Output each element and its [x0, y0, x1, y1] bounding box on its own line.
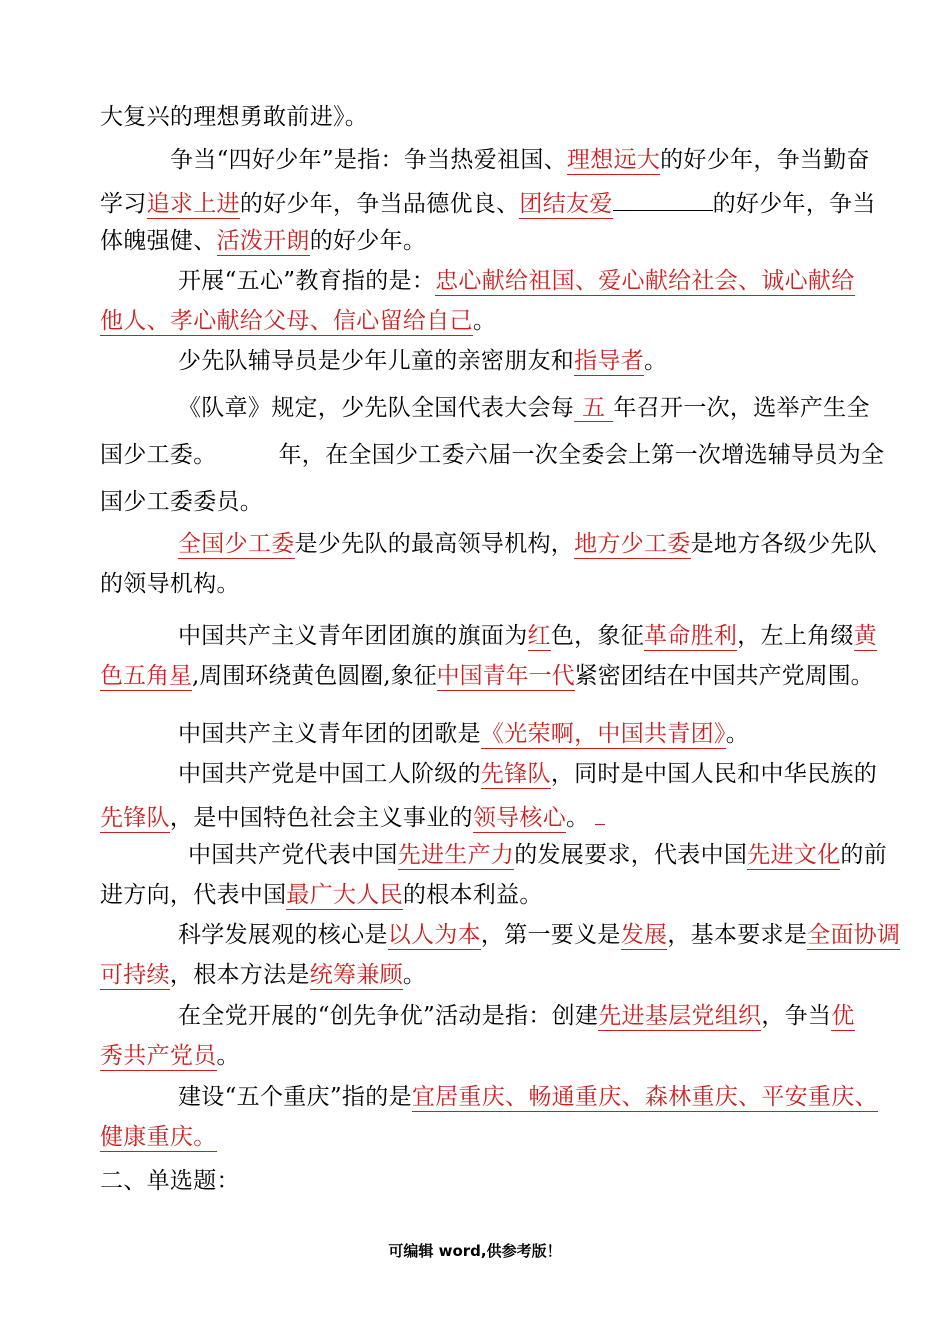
text-line — [100, 799, 605, 833]
answer-text: 活泼开朗 — [216, 228, 310, 254]
answer-text: 五 — [574, 395, 613, 422]
answer-text: 可持续 — [100, 962, 170, 988]
text: 《队章》规定，少先队全国代表大会每 — [178, 395, 575, 421]
text: 的根本利益。 — [402, 882, 543, 908]
text-line — [170, 145, 870, 175]
text: ，争当 — [761, 1003, 832, 1029]
text-line — [100, 487, 263, 517]
answer-text: 革命胜利 — [644, 623, 738, 649]
answer-text: 红 — [527, 623, 551, 649]
answer-text: 最广大人民 — [286, 882, 403, 908]
answer-text: 秀共产党员 — [100, 1043, 217, 1069]
answer-text: 团结友爱 — [519, 191, 613, 217]
answer-text: 黄 — [853, 623, 878, 649]
answer-text: 地方少工委 — [574, 531, 691, 557]
text: 紧密团结在中国共产党周围。 — [574, 663, 874, 689]
text: 。 — [216, 1043, 240, 1069]
text-line — [188, 840, 887, 870]
text-line — [100, 1041, 240, 1071]
answer-text: 他人、孝心献给父母、信心留给自己 — [100, 308, 473, 334]
text: 体魄强健、 — [100, 228, 217, 254]
text-line — [178, 1082, 878, 1112]
text-line — [178, 1001, 855, 1031]
text: ，根本方法是 — [169, 962, 310, 988]
answer-text: 理想远大 — [566, 147, 661, 173]
text: 年，在全国少工委六届一次全委会上第一次增选辅导员为全 — [278, 442, 885, 468]
text: 国少工委。 — [100, 442, 217, 468]
answer-text: 先进基层党组织 — [598, 1003, 762, 1029]
text: 。 — [725, 721, 750, 747]
answer-text: 指导者 — [574, 348, 645, 374]
text-line — [178, 621, 877, 651]
text-line — [178, 759, 877, 789]
answer-text: 色五角星 — [100, 663, 192, 689]
answer-text: 宜居重庆、畅通重庆、森林重庆、平安重庆、 — [411, 1084, 878, 1110]
fill-blank — [595, 799, 605, 825]
answer-text: 《光荣啊，中国共青团》 — [480, 721, 726, 747]
text: 的发展要求，代表中国 — [514, 842, 748, 868]
text: ，同时是中国人民和中华民族的 — [550, 761, 878, 787]
text-line — [100, 569, 240, 599]
text-line — [100, 880, 543, 910]
text: 的好少年，争当品德优良、 — [239, 191, 520, 217]
text: 色，象征 — [550, 623, 645, 649]
text: ,周围环绕黄色圆圈,象征 — [192, 663, 437, 689]
answer-text: 领导核心 — [472, 805, 567, 831]
text: 争当“四好少年”是指：争当热爱祖国、 — [170, 147, 567, 173]
fill-blank — [613, 186, 713, 211]
text-line — [178, 266, 855, 296]
text-line — [178, 719, 749, 749]
text: 。 — [644, 348, 668, 374]
answer-text: 忠心献给祖国、爱心献给社会、诚心献给 — [435, 268, 855, 294]
text-line — [100, 102, 368, 132]
answer-text: 以人为本 — [387, 922, 481, 948]
answer-text: 发展 — [620, 922, 668, 948]
page-footer — [0, 1240, 950, 1261]
answer-text: 统筹兼顾 — [309, 962, 403, 988]
text: 的好少年。 — [309, 228, 427, 254]
text: ，基本要求是 — [667, 922, 808, 948]
answer-text: 优 — [831, 1003, 855, 1029]
text: 。 — [402, 962, 427, 988]
answer-text: 中国青年一代 — [436, 663, 575, 689]
section-heading — [100, 1166, 240, 1196]
text-line — [100, 226, 426, 256]
text: 中国共产党是中国工人阶级的 — [178, 761, 481, 787]
text: ，第一要义是 — [480, 922, 621, 948]
text: 开展“五心”教育指的是： — [178, 268, 436, 294]
answer-text: 追求上进 — [146, 191, 240, 217]
text-line — [100, 440, 884, 470]
answer-text: 先锋队 — [480, 761, 551, 787]
text-line — [100, 960, 426, 990]
text: 的领导机构。 — [100, 571, 240, 597]
text: 学习 — [100, 191, 147, 217]
text-line — [100, 1122, 217, 1152]
text-line — [178, 393, 870, 423]
text: 建设“五个重庆”指的是 — [178, 1084, 412, 1110]
text-line — [178, 529, 877, 559]
text: 的好少年，争当勤奋 — [660, 147, 870, 173]
text: 中国共产主义青年团团旗的旗面为 — [178, 623, 528, 649]
text: 是少先队的最高领导机构， — [294, 531, 575, 557]
text: 在全党开展的“创先争优”活动是指：创建 — [178, 1003, 599, 1029]
text-line — [100, 186, 876, 219]
text: 的前 — [840, 842, 888, 868]
answer-text: 先进文化 — [747, 842, 841, 868]
answer-text: 先锋队 — [100, 805, 170, 831]
text-line — [100, 306, 496, 336]
text: 是地方各级少先队 — [690, 531, 878, 557]
text: 中国共产党代表中国 — [188, 842, 398, 868]
answer-text: 全国少工委 — [178, 531, 295, 557]
text: 少先队辅导员是少年儿童的亲密朋友和 — [178, 348, 575, 374]
text: ，是中国特色社会主义事业的 — [169, 805, 473, 831]
text: 中国共产主义青年团的团歌是 — [178, 721, 481, 747]
text: 的好少年，争当 — [712, 191, 876, 217]
footer-text: 可编辑 word,供参考版！ — [388, 1242, 562, 1260]
text: 。 — [566, 805, 590, 831]
text: 二、单选题： — [100, 1168, 240, 1194]
text: 。 — [472, 308, 497, 334]
text: 国少工委委员。 — [100, 489, 264, 515]
answer-text: 先进生产力 — [397, 842, 515, 868]
text: 大复兴的理想勇敢前进》。 — [100, 104, 369, 130]
answer-text: 全面协调 — [807, 922, 901, 948]
text-line — [178, 920, 900, 950]
text: ，左上角缀 — [737, 623, 854, 649]
text: 年召开一次，选举产生全 — [613, 395, 870, 421]
text: 进方向，代表中国 — [100, 882, 287, 908]
answer-text: 健康重庆。 — [100, 1124, 217, 1150]
text: 科学发展观的核心是 — [178, 922, 388, 948]
text-line — [100, 661, 874, 691]
text-line — [178, 346, 667, 376]
